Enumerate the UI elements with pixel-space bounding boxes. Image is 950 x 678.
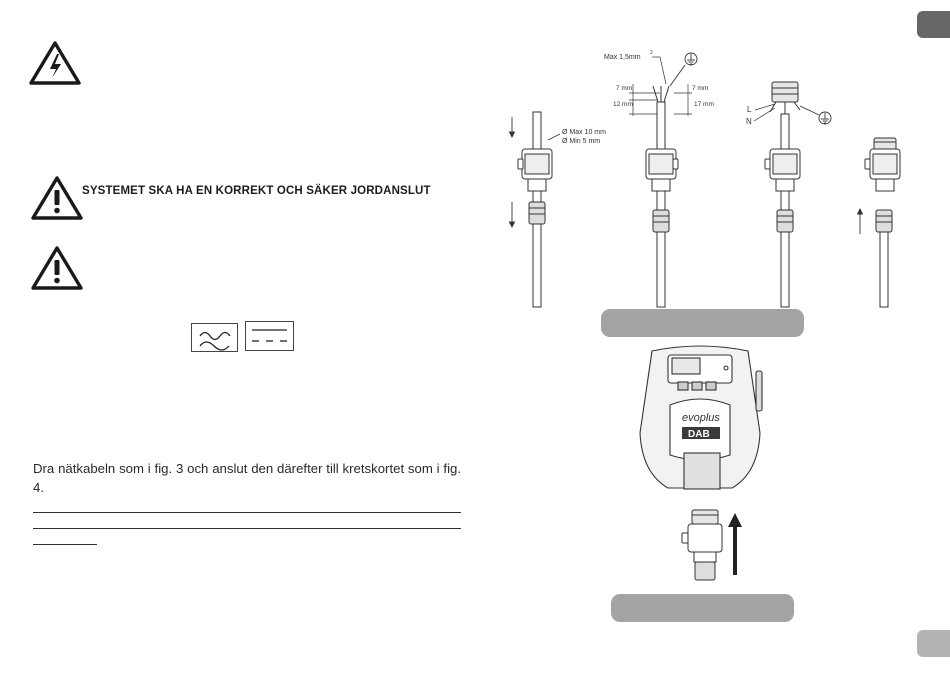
dim-cable-max: Ø Max 10 mm <box>562 129 606 136</box>
divider-line-short <box>33 544 97 545</box>
label-N: N <box>746 117 752 126</box>
cable-gland-connector <box>682 510 722 580</box>
dim-7mm-left: 7 mm <box>616 85 633 92</box>
high-voltage-warning-icon <box>29 40 81 86</box>
dim-17mm: 17 mm <box>694 101 714 108</box>
dim-cable-min: Ø Min 5 mm <box>562 138 601 145</box>
dc-line-symbol-icon <box>245 321 294 351</box>
figure-3-cable-assembly <box>500 42 920 312</box>
exclamation-warning-icon <box>31 175 83 221</box>
ac-wave-symbol-icon <box>191 323 238 352</box>
brand-label: evoplus <box>682 412 720 424</box>
dim-max-wire: Max 1,5mm <box>604 54 641 61</box>
dab-logo: DAB <box>688 429 710 440</box>
figure-4-pump-assembly <box>630 343 770 583</box>
divider-line-2 <box>33 528 461 529</box>
cable-gland-step-3 <box>765 82 800 307</box>
insert-arrow-icon <box>728 513 742 575</box>
figure-3-caption-bar <box>601 309 804 337</box>
exclamation-warning-icon-2 <box>31 245 83 291</box>
label-L: L <box>747 105 752 114</box>
cable-gland-step-4 <box>865 138 900 307</box>
dim-7mm-right: 7 mm <box>692 85 709 92</box>
page-edge-tab-bottom <box>917 630 950 657</box>
figure-4-caption-bar <box>611 594 794 622</box>
grounding-warning-heading: SYSTEMET SKA HA EN KORREKT OCH SÄKER JORDANSLUT <box>82 185 431 197</box>
divider-line-1 <box>33 512 461 513</box>
instruction-paragraph: Dra nätkabeln som i fig. 3 och anslut den därefter till kretskortet som i fig. 4. <box>33 461 461 495</box>
cable-gland-step-1 <box>518 112 552 307</box>
dim-12mm: 12 mm <box>613 101 633 108</box>
page-edge-tab-top <box>917 11 950 38</box>
dim-max-wire-sup: 2 <box>650 50 653 56</box>
cable-gland-step-2 <box>646 86 678 307</box>
